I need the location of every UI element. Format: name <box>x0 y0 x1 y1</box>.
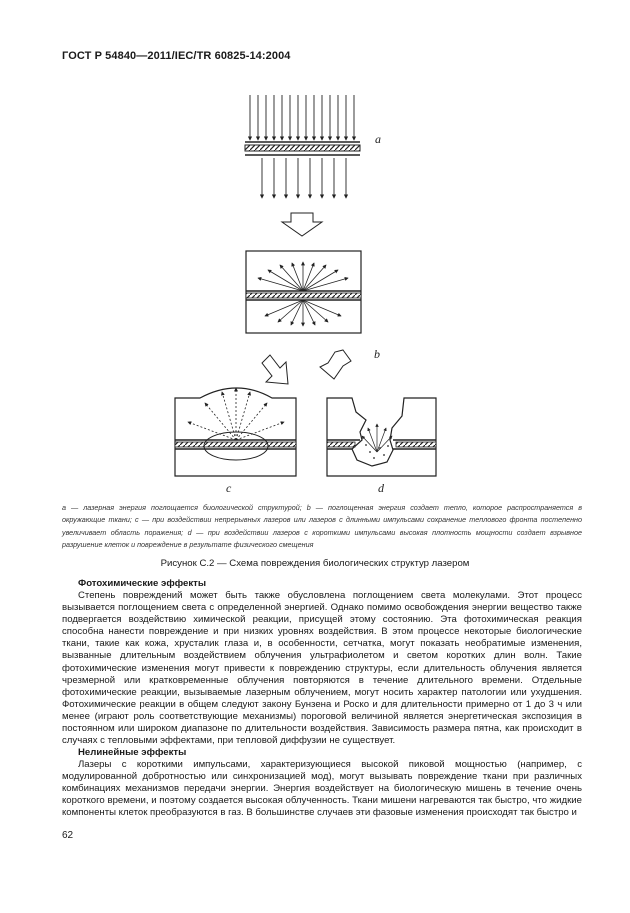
panel-d-diagram <box>327 398 436 476</box>
transition-arrow-right <box>320 350 351 379</box>
document-header: ГОСТ Р 54840—2011/IEC/TR 60825-14:2004 <box>62 50 291 62</box>
transition-arrow-left <box>262 355 288 384</box>
label-b: b <box>374 347 380 361</box>
section-title-photochemical: Фотохимические эффекты <box>78 578 207 589</box>
transition-arrow-down <box>282 213 322 236</box>
section-title-nonlinear: Нелинейные эффекты <box>78 747 187 758</box>
page-number: 62 <box>62 830 74 841</box>
label-d: d <box>378 481 384 495</box>
panel-b-diagram <box>246 251 361 333</box>
paragraph-photochemical: Степень повреждений может быть также обусловлена поглощением света молекулами. Этот процесс вызывается поглощением света с определенной энергией. Однако помимо освобождения энергии вещество также подвергается воздействию химической реакции, присущей этому состоянию. Эта фотохимическая реакция способна нанести повреждение и при низких уровнях воздействия. В этом процессе некоторые биологические ткани, такие как кожа, хрусталик глаза и, в особенности, сетчатка, могут показать необратимые изменения, вызванные длительным воздействием облучения ультрафиолетом и светом коротких длин волн. Такие фотохимические изменения могут привести к повреждению структуры, если длительность облучения является чрезмерной или кратковременные облучения повторяются в течение длительного времени. Отдельные фотохимические реакции, вызываемые лазерным облучением, могут носить характер патологии или ухудшения. Фотохимические реакции в общем следуют закону Бунзена и Роско и для длительности примерно от 1 до 3 ч или менее (играют роль соответствующие механизмы) пороговой величиной является энергетическая экспозиция в постоянном или широком диапазоне по длительности воздействия. Зависимость размера пятна, как происходит в случаях с тепловыми эффектами, при тепловой диффузии не существует. <box>62 590 582 747</box>
figure-legend: a — лазерная энергия поглощается биологической структурой; b — поглощенная энергия создает тепло, которое распространяется в окружающие ткани; c — при воздействии непрерывных лазеров или лазеров с длинными импульсами сохранение теплового фронта постепенно увеличивает область поражения; d — при воздействии лазеров с короткими импульсами высокая плотность мощности создает взрывное разрушение клеток и повреждение в результате физического смещения <box>62 503 582 549</box>
panel-c-diagram <box>175 388 296 476</box>
panel-a-diagram <box>245 95 360 198</box>
figure-title: Рисунок С.2 — Схема повреждения биологических структур лазером <box>160 558 470 569</box>
label-c: c <box>226 481 232 495</box>
paragraph-nonlinear: Лазеры с короткими импульсами, характеризующиеся высокой пиковой мощностью (например, с модулированной добротностью или синхронизацией мод), могут вызывать повреждение ткани при различных комбинациях механизмов передачи энергии. Энергия воздействует на биологическую мишень в течение очень короткого времени, и поэтому создается высокая облученность. Ткани мишени нагреваются так быстро, что жидкие компоненты клеток преобразуются в газ. В большинстве случаев эти фазовые изменения происходят так быстро и <box>62 759 582 819</box>
label-a: a <box>375 132 381 146</box>
